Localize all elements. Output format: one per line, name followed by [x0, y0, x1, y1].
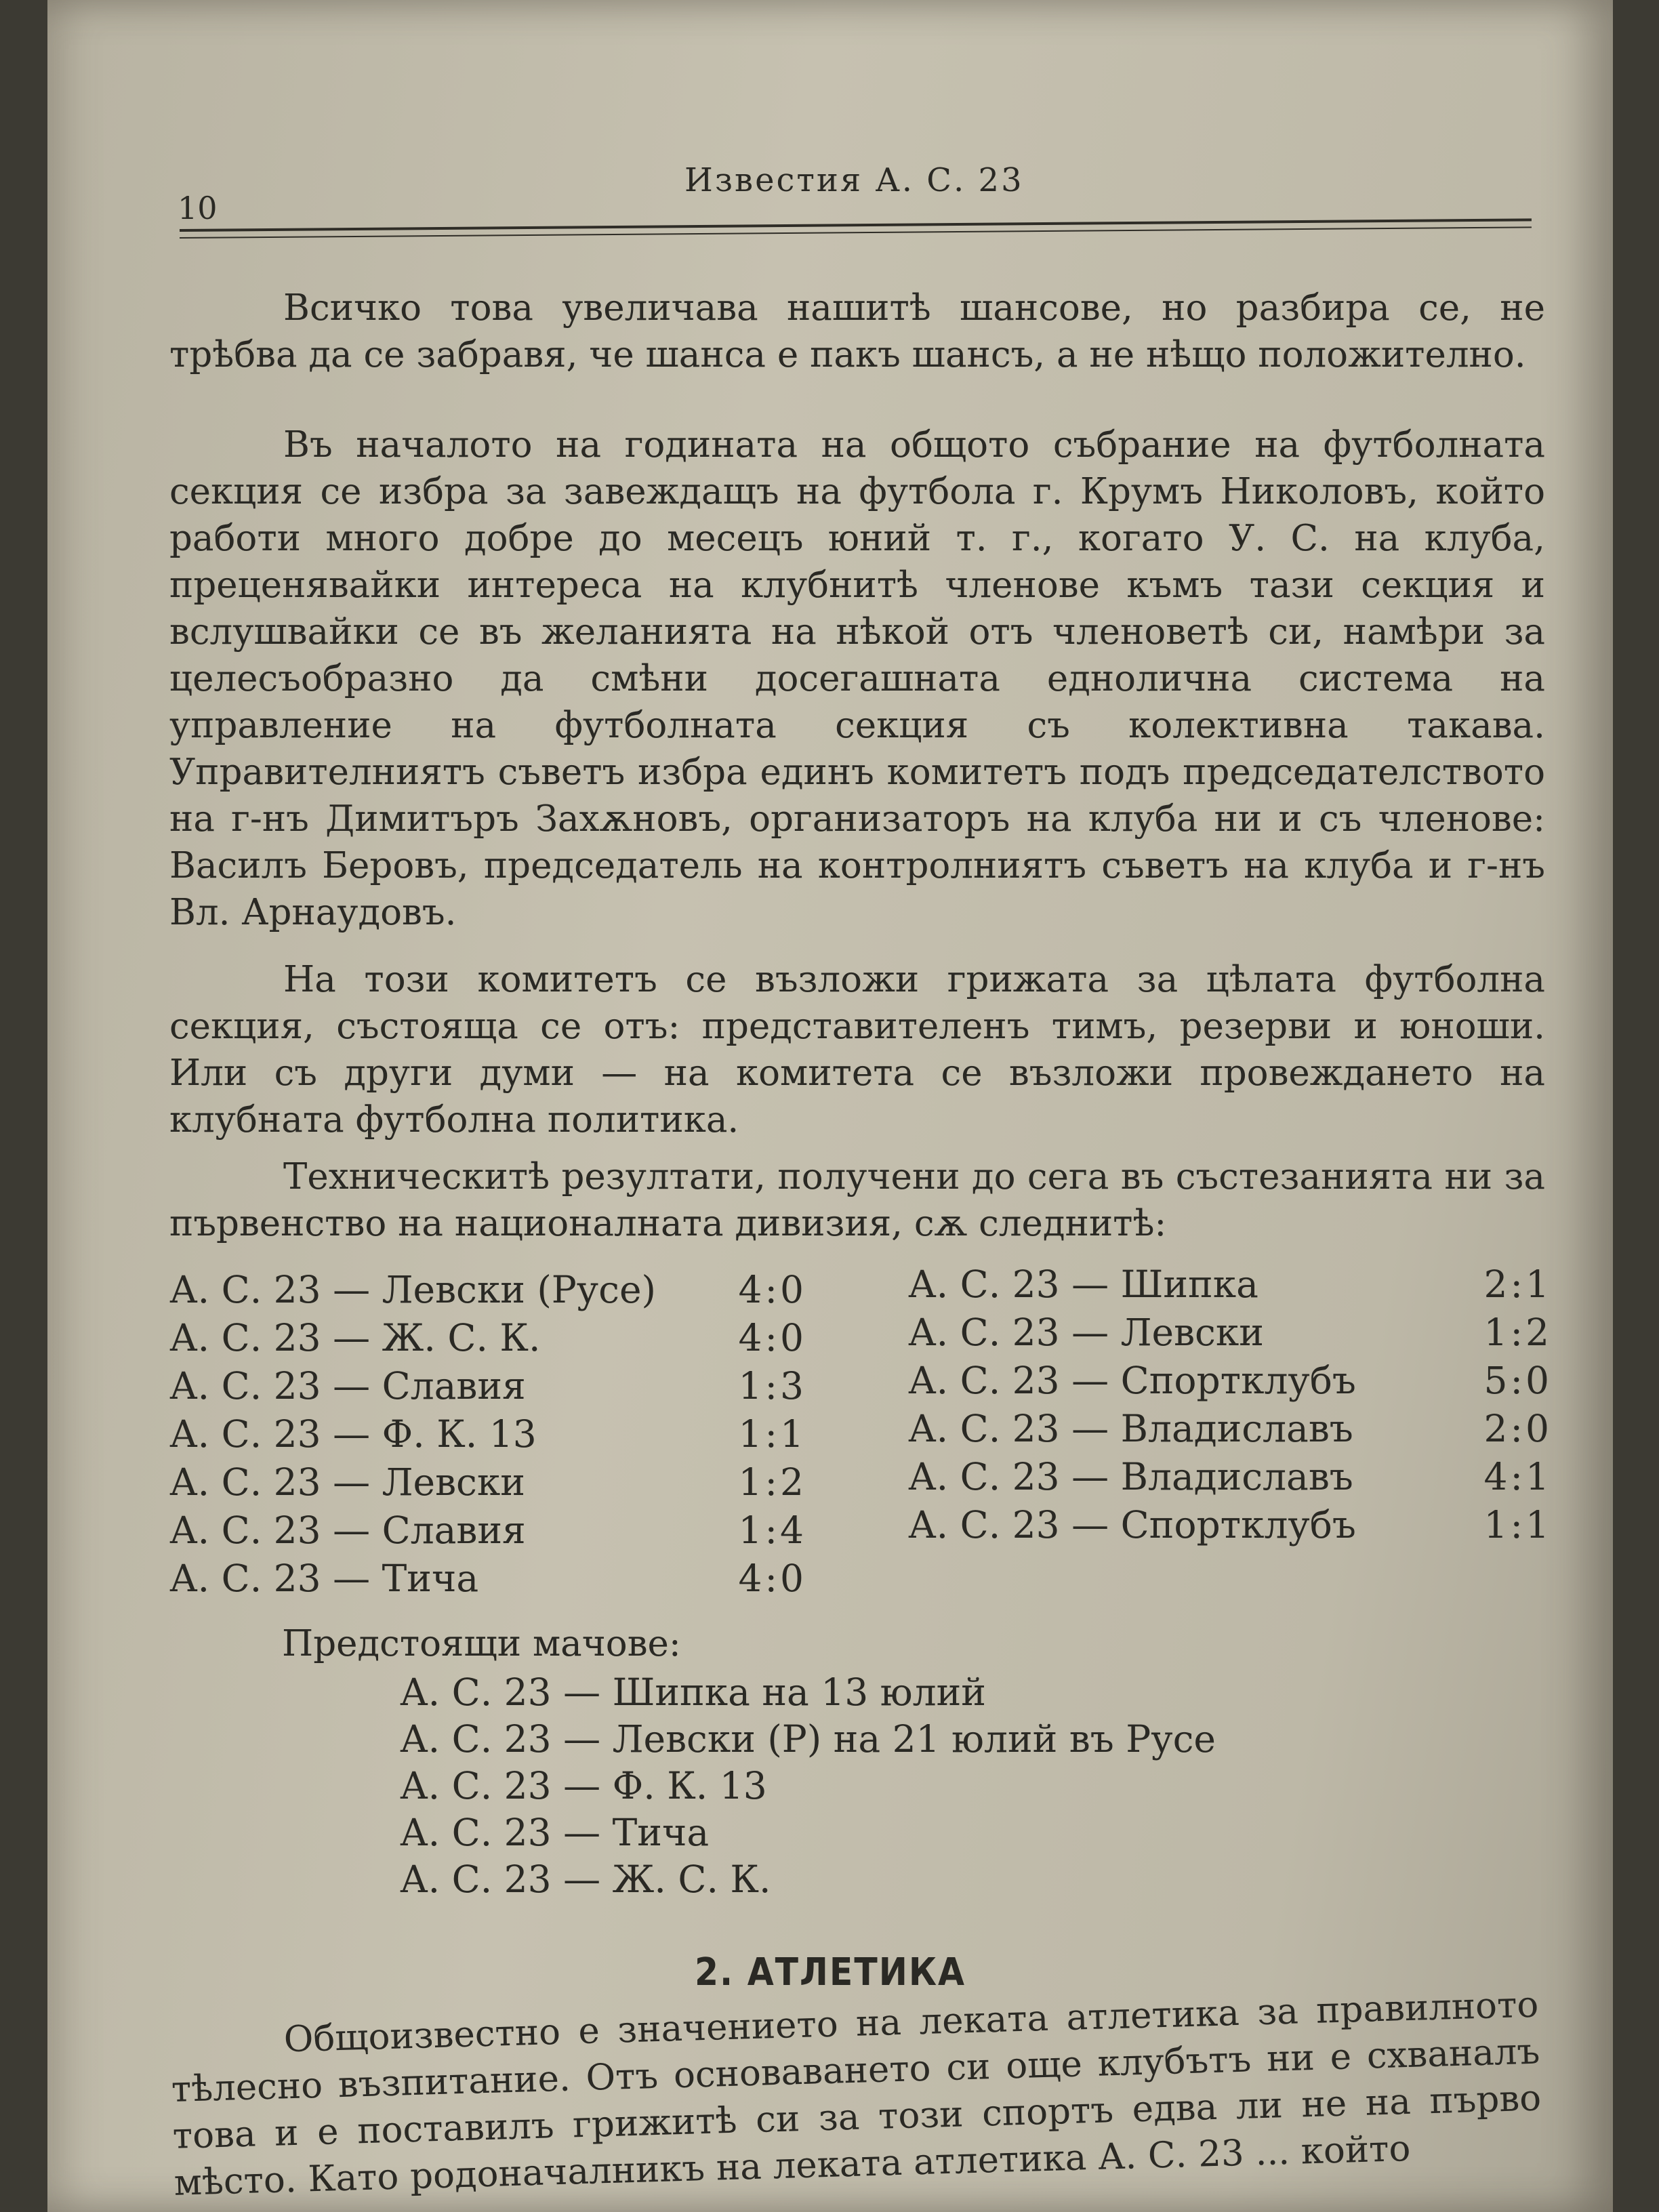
paragraph-athletics: Общоизвестно е значението на леката атлетика за правилното тѣлесно възпитание. Отъ основаването си още клубътъ ни е схваналъ това и е поставилъ грижитѣ си за този спортъ едва ли не на първо мѣсто. Като родоначалникъ на леката атлетика А. С. 23 ... който — [171, 1984, 1542, 2204]
result-row — [169, 1410, 806, 1458]
match-name: А. С. 23 — Левски — [169, 1460, 525, 1504]
match-score: 1:3 — [738, 1364, 806, 1408]
result-row — [169, 1266, 806, 1314]
result-row — [908, 1261, 1552, 1309]
match-score: 1:1 — [738, 1412, 806, 1456]
match-name: А. С. 23 — Левски — [908, 1311, 1264, 1354]
match-score: 1:2 — [738, 1460, 806, 1504]
result-row — [908, 1501, 1552, 1549]
match-score: 4:0 — [738, 1557, 806, 1600]
results-right-column — [908, 1261, 1552, 1549]
match-name: А. С. 23 — Спортклубъ — [908, 1359, 1356, 1402]
result-row — [908, 1357, 1552, 1405]
upcoming-match: А. С. 23 — Тича — [400, 1811, 710, 1854]
book-page — [47, 0, 1613, 2212]
page-number: 10 — [178, 190, 218, 226]
match-name: А. С. 23 — Владиславъ — [908, 1455, 1353, 1498]
result-row — [169, 1314, 806, 1362]
match-name: А. С. 23 — Шипка — [908, 1263, 1258, 1306]
match-name: А. С. 23 — Тича — [169, 1557, 479, 1600]
match-name: А. С. 23 — Ж. С. К. — [169, 1316, 541, 1359]
match-name: А. С. 23 — Славия — [169, 1364, 526, 1408]
match-score: 2:1 — [1483, 1263, 1552, 1306]
result-row — [169, 1555, 806, 1603]
match-score: 4:0 — [738, 1316, 806, 1359]
match-score: 1:1 — [1483, 1503, 1552, 1547]
match-score: 2:0 — [1483, 1407, 1552, 1450]
upcoming-match: А. С. 23 — Шипка на 13 юлий — [400, 1671, 986, 1714]
upcoming-match: А. С. 23 — Левски (Р) на 21 юлий въ Русе — [400, 1717, 1216, 1761]
result-row — [908, 1309, 1552, 1357]
result-row — [908, 1405, 1552, 1453]
running-head: Известия А. С. 23 — [684, 161, 1024, 199]
result-row — [908, 1453, 1552, 1501]
result-row — [169, 1362, 806, 1410]
paragraph-committee: Въ началото на годината на общото събрание на футболната секция се избра за завеждащъ на футбола г. Крумъ Николовъ, който работи много добре до месецъ юний т. г., когато У. С. на клуба, преценявайки интереса на клубнитѣ членове къмъ тази секция и вслушвайки се въ желанията на нѣкой отъ членоветѣ си, намѣри за целесъобразно да смѣни досегашната еднолична система на управление на футболната секция съ колективна такава. Управителниятъ съветъ избра единъ комитетъ подъ председателството на г-нъ Димитъръ Захѫновъ, организаторъ на клуба ни и съ членове: Василъ Беровъ, председатель на контролниятъ съветъ на клуба и г-нъ Вл. Арнаудовъ. — [169, 424, 1545, 933]
match-name: А. С. 23 — Ф. К. 13 — [169, 1412, 537, 1456]
match-score: 5:0 — [1483, 1359, 1552, 1402]
results-left-column — [169, 1266, 806, 1603]
paragraph-results-intro: Техническитѣ резултати, получени до сега въ състезанията ни за първенство на националната дивизия, сѫ следнитѣ: — [169, 1156, 1545, 1244]
upcoming-matches-title: Предстоящи мачове: — [282, 1623, 681, 1664]
result-row — [169, 1458, 806, 1507]
match-score: 1:4 — [738, 1509, 806, 1552]
upcoming-match: А. С. 23 — Ф. К. 13 — [400, 1764, 767, 1807]
match-name: А. С. 23 — Спортклубъ — [908, 1503, 1356, 1547]
match-name: А. С. 23 — Владиславъ — [908, 1407, 1353, 1450]
section-heading-athletics: 2. АТЛЕТИКА — [694, 1950, 966, 1994]
match-score: 1:2 — [1483, 1311, 1552, 1354]
upcoming-matches-list — [400, 1669, 1216, 1903]
result-row — [169, 1507, 806, 1555]
header-rule-thick — [180, 218, 1532, 232]
upcoming-match: А. С. 23 — Ж. С. К. — [400, 1858, 771, 1901]
match-score: 4:1 — [1483, 1455, 1552, 1498]
match-name: А. С. 23 — Славия — [169, 1509, 526, 1552]
paragraph-chances: Всичко това увеличава нашитѣ шансове, но разбира се, не трѣбва да се забравя, че шанса е пакъ шансъ, а не нѣщо положително. — [169, 287, 1545, 375]
paragraph-football-section: На този комитетъ се възложи грижата за цѣлата футболна секция, състояща се отъ: представителенъ тимъ, резерви и юноши. Или съ други думи — на комитета се възложи провеждането на клубната футболна политика. — [169, 959, 1545, 1141]
match-name: А. С. 23 — Левски (Русе) — [169, 1268, 656, 1311]
match-score: 4:0 — [738, 1268, 806, 1311]
